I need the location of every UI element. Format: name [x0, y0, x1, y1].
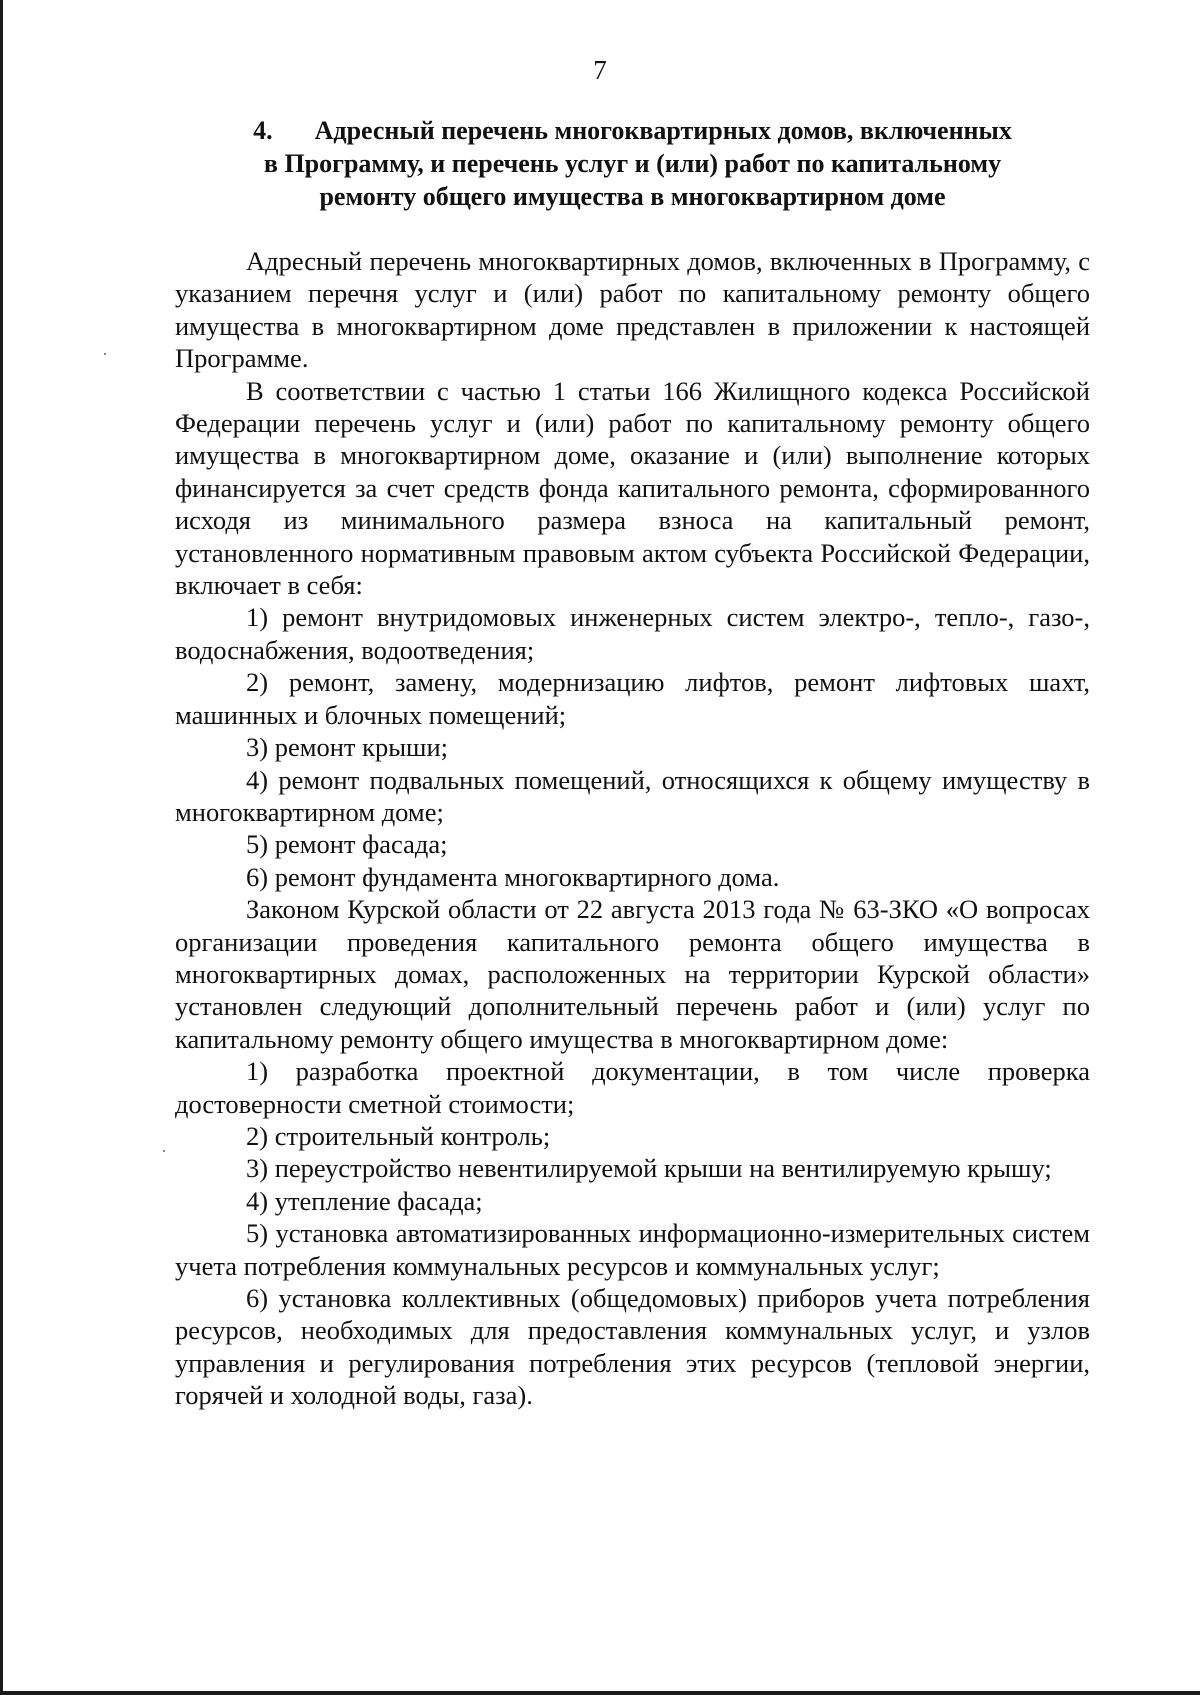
scan-left-edge: [0, 0, 3, 1695]
list-item: 3) ремонт крыши;: [246, 732, 448, 763]
section-heading: [175, 114, 1090, 213]
scan-speck: [163, 1150, 165, 1152]
heading-line-3: ремонту общего имущества в многоквартирном доме: [319, 182, 946, 211]
heading-line-1: Адресный перечень многоквартирных домов, включенных: [314, 116, 1012, 145]
list-item: 2) строительный контроль;: [246, 1120, 551, 1151]
list-item: 6) установка коллективных (общедомовых) приборов учета потребления ресурсов, необходимых для предоставления коммунальных услуг, и узлов управления и регулирования потребления этих ресурсов (тепловой энергии, горячей и холодной воды, газа).: [175, 1283, 1090, 1411]
paragraph: В соответствии с частью 1 статьи 166 Жилищного кодекса Российской Федерации перечень услуг и (или) работ по капитальному ремонту общего имущества в многоквартирном доме, оказание и (или) выполнение которых финансируется за счет средств фонда капитального ремонта, сформированного исходя из минимального размера взноса на капитальный ремонт, установленного нормативным правовым актом субъекта Российской Федерации, включает в себя:: [175, 375, 1090, 601]
scan-speck: [104, 353, 106, 355]
heading-line: [175, 114, 1090, 147]
paragraph: Адресный перечень многоквартирных домов, включенных в Программу, с указанием перечня услуг и (или) работ по капитальному ремонту общего имущества в многоквартирном доме представлен в приложении к настоящей Программе.: [175, 246, 1090, 374]
paragraph: Законом Курской области от 22 августа 2013 года № 63-ЗКО «О вопросах организации проведения капитального ремонта общего имущества в многоквартирных домах, расположенных на территории Курской области» установлен следующий дополнительный перечень работ и (или) услуг по капитальному ремонту общего имущества в многоквартирном доме:: [175, 894, 1090, 1054]
list-item: 1) разработка проектной документации, в том числе проверка достоверности сметной стоимости;: [175, 1056, 1090, 1119]
list-item: 1) ремонт внутридомовых инженерных систем электро-, тепло-, газо-, водоснабжения, водоотведения;: [175, 602, 1090, 665]
scan-bottom-edge: [0, 1691, 1200, 1695]
list-item: 4) утепление фасада;: [246, 1185, 483, 1216]
list-item: 3) переустройство невентилируемой крыши на вентилируемую крышу;: [246, 1153, 1052, 1184]
page-number: 7: [593, 55, 607, 85]
list-item: 4) ремонт подвальных помещений, относящихся к общему имуществу в многоквартирном доме;: [175, 764, 1090, 827]
list-item: 2) ремонт, замену, модернизацию лифтов, ремонт лифтовых шахт, машинных и блочных помещений;: [175, 667, 1090, 730]
list-item: 6) ремонт фундамента многоквартирного дома.: [246, 861, 780, 892]
heading-number: 4.: [253, 116, 273, 145]
list-item: 5) ремонт фасада;: [246, 829, 448, 860]
heading-line-2: в Программу, и перечень услуг и (или) работ по капитальному: [263, 149, 1002, 178]
document-body: [175, 245, 1090, 1412]
list-item: 5) установка автоматизированных информационно-измерительных систем учета потребления коммунальных ресурсов и коммунальных услуг;: [175, 1218, 1090, 1281]
